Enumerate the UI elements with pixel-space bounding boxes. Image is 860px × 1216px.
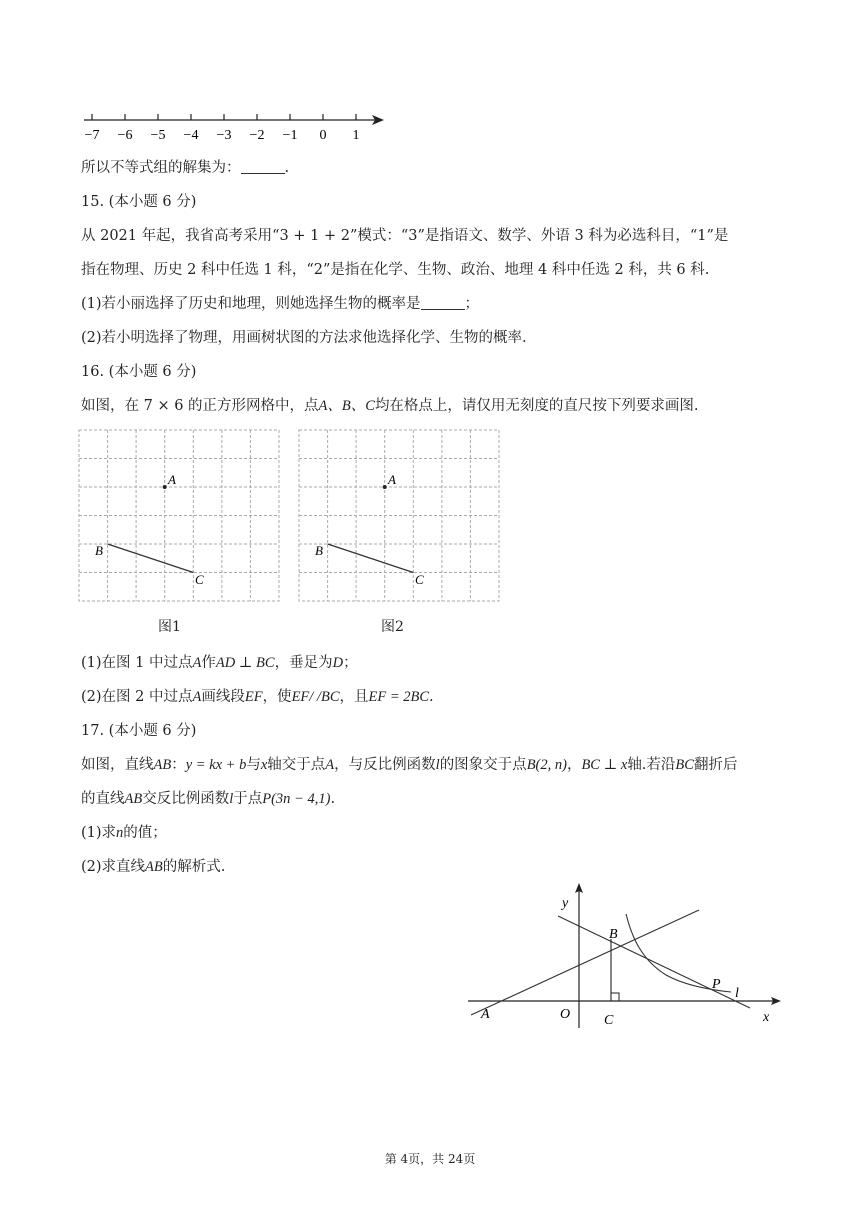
- figure-1-caption: 图1: [158, 619, 181, 635]
- q16-heading: 16. (本小题 6 分): [81, 364, 197, 380]
- y-axis-label: y: [562, 896, 569, 911]
- figure-2-caption: 图2: [381, 619, 404, 635]
- grid-figure-2: [299, 430, 501, 605]
- q15-part1: (1)若小丽选择了历史和地理，则她选择生物的概率是 ；: [81, 296, 480, 312]
- number-line-label: −1: [282, 128, 298, 143]
- origin-label: O: [560, 1007, 571, 1022]
- q17-heading: 17. (本小题 6 分): [81, 723, 197, 739]
- page-footer: 第 4页，共 24页: [384, 1152, 476, 1166]
- q15-body: 从 2021 年起，我省高考采用“3 + 1 + 2”模式：“3”是指语文、数学、外语 3 科为必选科目，“1”是: [81, 228, 729, 244]
- q15-heading: 15. (本小题 6 分): [81, 194, 197, 210]
- number-line: [80, 108, 390, 148]
- point-a-label: A: [168, 472, 176, 487]
- q17-body: 如图，直线AB：y = kx + b与x轴交于点A，与反比例函数l的图象交于点B(2, n)，BC ⊥ x轴.若沿BC翻折后: [81, 757, 738, 773]
- answer-blank[interactable]: [241, 159, 285, 174]
- number-line-label: −2: [249, 128, 265, 143]
- point-c-label: C: [415, 572, 424, 587]
- line-ab: [471, 910, 699, 1015]
- q14-text: 所以不等式组的解集为：: [81, 160, 241, 176]
- q14-solution-line: 所以不等式组的解集为： .: [81, 160, 290, 176]
- answer-blank[interactable]: [421, 295, 465, 310]
- q17-body: 的直线AB交反比例函数l于点P(3n − 4,1).: [81, 791, 336, 807]
- number-line-label: −5: [150, 128, 166, 143]
- point-p-label: P: [712, 977, 721, 992]
- number-line-label: −6: [117, 128, 133, 143]
- point-a-label: A: [388, 472, 396, 487]
- number-line-label: 1: [352, 128, 360, 143]
- number-line-label: −7: [84, 128, 100, 143]
- number-line-label: 0: [319, 128, 327, 143]
- right-angle-mark: [611, 993, 619, 1001]
- q15-body: 指在物理、历史 2 科中任选 1 科，“2”是指在化学、生物、政治、地理 4 科中任选 2 科，共 6 科.: [81, 262, 710, 278]
- q15-part2: (2)若小明选择了物理，用画树状图的方法求他选择化学、生物的概率.: [81, 330, 527, 346]
- q16-part2: (2)在图 2 中过点A画线段EF，使EF/ /BC，且EF = 2BC.: [81, 689, 434, 705]
- point-b-label: B: [95, 543, 103, 558]
- curve-l-label: l: [735, 986, 739, 1001]
- point-a-label: A: [481, 1007, 490, 1022]
- q16-part1: (1)在图 1 中过点A作AD ⊥ BC，垂足为D；: [81, 655, 358, 671]
- number-line-label: −3: [216, 128, 232, 143]
- q16-body: 如图，在 7 × 6 的正方形网格中，点A、B、C均在格点上，请仅用无刻度的直尺按下列要求画图.: [81, 398, 699, 414]
- point-b-label: B: [315, 543, 323, 558]
- number-line-label: −4: [183, 128, 199, 143]
- coordinate-graph: [466, 880, 786, 1030]
- q17-part2: (2)求直线AB的解析式.: [81, 859, 226, 875]
- point-c-label: C: [195, 572, 204, 587]
- grid-figure-1: [79, 430, 281, 605]
- point-c-label: C: [604, 1013, 614, 1028]
- x-axis-label: x: [763, 1010, 770, 1025]
- point-b-label: B: [609, 927, 618, 942]
- q17-part1: (1)求n的值；: [81, 825, 167, 841]
